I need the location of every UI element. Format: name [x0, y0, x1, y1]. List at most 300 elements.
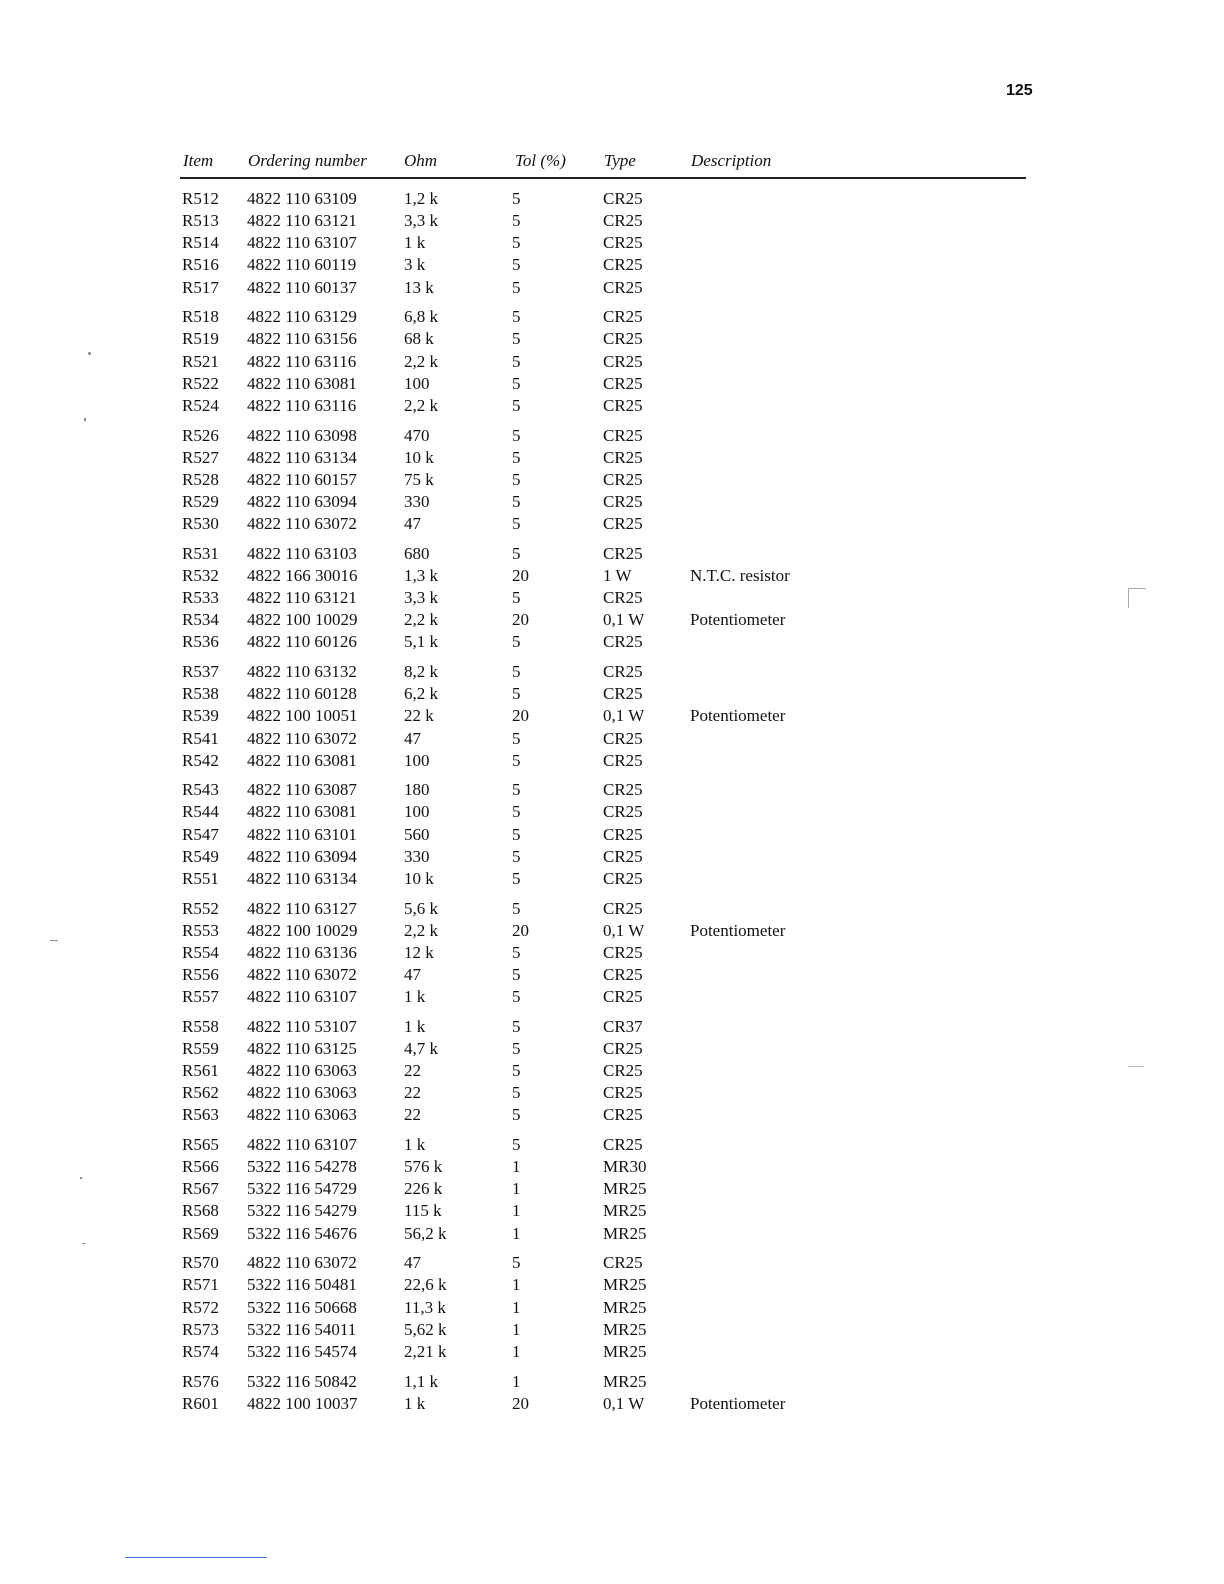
cell-type: CR25 [603, 780, 643, 800]
table-row [0, 824, 1224, 846]
scan-speck [1128, 1066, 1144, 1067]
scan-speck [50, 940, 58, 941]
cell-tol: 20 [512, 565, 529, 585]
cell-item: R536 [182, 632, 219, 652]
cell-ordering-number: 4822 110 63107 [247, 1135, 357, 1154]
cell-item: R559 [182, 1038, 219, 1058]
table-row [0, 1319, 1224, 1341]
table-row [0, 1134, 1224, 1156]
cell-ordering-number: 4822 110 63063 [247, 1061, 357, 1080]
cell-tol: 5 [512, 750, 521, 770]
cell-type: CR25 [603, 898, 643, 918]
cell-tol: 1 [512, 1297, 521, 1317]
table-row [0, 1393, 1224, 1415]
cell-item: R534 [182, 610, 219, 630]
cell-ordering-number: 4822 110 63107 [247, 987, 357, 1007]
cell-ohm: 68 k [404, 329, 434, 349]
cell-ordering-number: 4822 110 63121 [247, 211, 357, 231]
cell-type: CR25 [603, 277, 643, 297]
cell-ohm: 2,2 k [404, 920, 438, 940]
cell-ohm: 47 [404, 1253, 421, 1273]
table-row [0, 1060, 1224, 1082]
cell-item: R519 [182, 329, 219, 349]
table-row [0, 188, 1224, 210]
cell-item: R527 [182, 447, 219, 467]
cell-ordering-number: 4822 110 60137 [247, 277, 357, 297]
cell-tol: 5 [512, 514, 521, 534]
cell-tol: 5 [512, 395, 521, 415]
cell-ohm: 10 k [404, 447, 434, 467]
cell-type: MR25 [603, 1201, 647, 1221]
header-type: Type [604, 151, 636, 170]
cell-type: CR25 [603, 942, 643, 962]
cell-type: CR25 [603, 987, 643, 1007]
cell-type: MR25 [603, 1319, 647, 1339]
cell-item: R566 [182, 1157, 219, 1177]
footer-underline [125, 1557, 267, 1558]
cell-item: R551 [182, 868, 219, 888]
table-row [0, 801, 1224, 823]
cell-item: R571 [182, 1275, 219, 1295]
cell-ordering-number: 4822 110 63072 [247, 728, 357, 748]
cell-type: CR25 [603, 802, 643, 822]
table-row [0, 661, 1224, 683]
cell-tol: 20 [512, 706, 529, 726]
cell-type: CR25 [603, 351, 643, 371]
cell-type: CR25 [603, 1083, 643, 1103]
table-row [0, 1252, 1224, 1274]
cell-ohm: 6,2 k [404, 684, 438, 704]
header-tol: Tol (%) [515, 151, 566, 170]
cell-tol: 5 [512, 543, 521, 563]
table-row [0, 351, 1224, 373]
cell-ohm: 56,2 k [404, 1223, 447, 1243]
cell-item: R572 [182, 1297, 219, 1317]
cell-tol: 5 [512, 588, 521, 607]
header-item: Item [183, 151, 214, 170]
cell-ordering-number: 5322 116 54278 [247, 1157, 357, 1177]
cell-ordering-number: 4822 110 63063 [247, 1083, 357, 1103]
cell-description: Potentiometer [690, 706, 786, 726]
cell-ordering-number: 5322 116 50481 [247, 1275, 357, 1295]
table-row [0, 425, 1224, 447]
cell-type: CR25 [603, 728, 643, 748]
cell-ordering-number: 4822 166 30016 [247, 565, 358, 585]
cell-ohm: 1 k [404, 233, 426, 253]
table-row [0, 395, 1224, 417]
cell-item: R524 [182, 395, 219, 415]
cell-ohm: 22 [404, 1083, 421, 1103]
cell-item: R537 [182, 662, 219, 681]
cell-item: R576 [182, 1371, 219, 1391]
cell-ordering-number: 4822 110 63063 [247, 1105, 357, 1125]
cell-ordering-number: 4822 110 63132 [247, 662, 357, 681]
cell-ohm: 1 k [404, 987, 426, 1007]
cell-type: MR25 [603, 1275, 647, 1295]
cell-item: R547 [182, 824, 219, 844]
cell-item: R562 [182, 1083, 219, 1103]
cell-ordering-number: 5322 116 50668 [247, 1297, 357, 1317]
table-row [0, 942, 1224, 964]
cell-ohm: 3,3 k [404, 211, 438, 231]
cell-tol: 5 [512, 780, 521, 800]
cell-item: R556 [182, 964, 219, 984]
cell-item: R558 [182, 1016, 219, 1036]
cell-ohm: 1,1 k [404, 1371, 438, 1391]
cell-ohm: 47 [404, 728, 421, 748]
cell-type: CR25 [603, 425, 643, 445]
cell-ohm: 3 k [404, 255, 426, 275]
cell-tol: 5 [512, 1016, 521, 1036]
cell-ordering-number: 4822 110 63098 [247, 425, 357, 445]
cell-item: R554 [182, 942, 219, 962]
header-ohm: Ohm [404, 151, 438, 170]
scan-speck [1128, 588, 1146, 589]
cell-item: R563 [182, 1105, 219, 1125]
table-row [0, 277, 1224, 299]
cell-tol: 1 [512, 1179, 521, 1199]
cell-tol: 5 [512, 307, 521, 327]
cell-tol: 20 [512, 610, 529, 630]
table-row [0, 1016, 1224, 1038]
cell-ohm: 5,62 k [404, 1319, 447, 1339]
table-row [0, 565, 1224, 587]
cell-tol: 1 [512, 1319, 521, 1339]
cell-ordering-number: 5322 116 54676 [247, 1223, 357, 1243]
cell-ohm: 47 [404, 964, 421, 984]
table-row [0, 609, 1224, 631]
cell-ohm: 100 [404, 802, 430, 822]
cell-type: CR25 [603, 447, 643, 467]
cell-ohm: 75 k [404, 469, 434, 489]
cell-description: N.T.C. resistor [690, 565, 790, 585]
cell-type: CR25 [603, 233, 643, 253]
cell-ohm: 680 [404, 543, 430, 563]
scan-speck [84, 418, 86, 421]
cell-tol: 5 [512, 491, 521, 511]
cell-tol: 5 [512, 684, 521, 704]
cell-tol: 5 [512, 277, 521, 297]
cell-ordering-number: 4822 100 10051 [247, 706, 358, 726]
cell-item: R561 [182, 1061, 219, 1080]
cell-ohm: 6,8 k [404, 307, 438, 327]
cell-item: R568 [182, 1201, 219, 1221]
cell-type: CR25 [603, 632, 643, 652]
cell-type: CR25 [603, 684, 643, 704]
cell-item: R514 [182, 233, 219, 253]
cell-tol: 5 [512, 728, 521, 748]
cell-type: CR25 [603, 1038, 643, 1058]
cell-type: CR25 [603, 824, 643, 844]
cell-type: MR25 [603, 1297, 647, 1317]
table-row [0, 779, 1224, 801]
page-number: 125 [1006, 82, 1033, 99]
cell-tol: 1 [512, 1341, 521, 1361]
cell-ordering-number: 4822 110 63129 [247, 307, 357, 327]
cell-ordering-number: 5322 116 54011 [247, 1319, 357, 1339]
table-row [0, 1104, 1224, 1126]
cell-tol: 5 [512, 233, 521, 253]
cell-item: R538 [182, 684, 219, 704]
cell-ohm: 5,6 k [404, 898, 438, 918]
table-row [0, 683, 1224, 705]
scan-speck [80, 1177, 82, 1179]
cell-ordering-number: 5322 116 54279 [247, 1201, 357, 1221]
cell-ordering-number: 4822 110 63081 [247, 802, 357, 822]
cell-ohm: 330 [404, 846, 430, 866]
cell-ohm: 180 [404, 780, 430, 800]
cell-ohm: 1,3 k [404, 565, 438, 585]
cell-tol: 5 [512, 1038, 521, 1058]
cell-tol: 20 [512, 1393, 529, 1413]
cell-type: CR25 [603, 662, 643, 681]
table-row [0, 631, 1224, 653]
cell-tol: 1 [512, 1371, 521, 1391]
table-row [0, 469, 1224, 491]
cell-ordering-number: 4822 110 63094 [247, 846, 357, 866]
cell-ordering-number: 4822 110 53107 [247, 1016, 357, 1036]
cell-item: R512 [182, 189, 219, 208]
cell-ordering-number: 4822 110 60126 [247, 632, 357, 652]
cell-ordering-number: 4822 110 60128 [247, 684, 357, 704]
cell-tol: 5 [512, 425, 521, 445]
cell-tol: 5 [512, 1061, 521, 1080]
cell-ordering-number: 4822 110 63081 [247, 750, 357, 770]
cell-ohm: 100 [404, 750, 430, 770]
table-row [0, 964, 1224, 986]
cell-ordering-number: 4822 110 63072 [247, 514, 357, 534]
table-row [0, 306, 1224, 328]
cell-tol: 5 [512, 1135, 521, 1154]
cell-ohm: 4,7 k [404, 1038, 438, 1058]
cell-ordering-number: 4822 110 63101 [247, 824, 357, 844]
cell-tol: 5 [512, 1105, 521, 1125]
cell-item: R543 [182, 780, 219, 800]
cell-description: Potentiometer [690, 920, 786, 940]
table-row [0, 254, 1224, 276]
cell-tol: 1 [512, 1223, 521, 1243]
cell-ohm: 470 [404, 425, 430, 445]
cell-tol: 20 [512, 920, 529, 940]
cell-ohm: 8,2 k [404, 662, 438, 681]
cell-type: 0,1 W [603, 920, 645, 940]
cell-ordering-number: 4822 110 63136 [247, 942, 357, 962]
cell-ohm: 1 k [404, 1393, 426, 1413]
cell-ordering-number: 4822 110 63121 [247, 588, 357, 607]
cell-type: MR25 [603, 1223, 647, 1243]
cell-tol: 5 [512, 942, 521, 962]
cell-item: R533 [182, 588, 219, 607]
cell-tol: 5 [512, 802, 521, 822]
cell-ordering-number: 4822 110 63116 [247, 395, 357, 415]
cell-item: R574 [182, 1341, 219, 1361]
cell-ordering-number: 4822 100 10037 [247, 1393, 358, 1413]
table-row [0, 587, 1224, 609]
table-row [0, 1341, 1224, 1363]
cell-ohm: 47 [404, 514, 421, 534]
cell-tol: 5 [512, 964, 521, 984]
cell-tol: 5 [512, 662, 521, 681]
cell-item: R569 [182, 1223, 219, 1243]
cell-item: R532 [182, 565, 219, 585]
cell-item: R542 [182, 750, 219, 770]
scan-speck [88, 352, 91, 355]
header-description: Description [691, 151, 772, 170]
cell-ohm: 330 [404, 491, 430, 511]
cell-ohm: 560 [404, 824, 430, 844]
table-row [0, 1223, 1224, 1245]
cell-item: R526 [182, 425, 219, 445]
cell-tol: 5 [512, 373, 521, 393]
cell-type: MR25 [603, 1341, 647, 1361]
cell-ordering-number: 4822 110 63127 [247, 898, 357, 918]
cell-type: CR25 [603, 307, 643, 327]
cell-tol: 5 [512, 351, 521, 371]
table-row [0, 1082, 1224, 1104]
cell-tol: 5 [512, 211, 521, 231]
cell-ohm: 5,1 k [404, 632, 438, 652]
cell-type: 1 W [603, 565, 632, 585]
cell-tol: 1 [512, 1201, 521, 1221]
cell-ordering-number: 5322 116 54729 [247, 1179, 357, 1199]
cell-item: R601 [182, 1393, 219, 1413]
table-row [0, 1038, 1224, 1060]
cell-type: CR25 [603, 868, 643, 888]
table-row [0, 1200, 1224, 1222]
cell-ohm: 2,2 k [404, 351, 438, 371]
table-row [0, 232, 1224, 254]
cell-tol: 5 [512, 189, 521, 208]
cell-item: R573 [182, 1319, 219, 1339]
cell-item: R544 [182, 802, 219, 822]
table-row [0, 543, 1224, 565]
cell-ordering-number: 4822 110 63109 [247, 189, 357, 208]
cell-ohm: 3,3 k [404, 588, 438, 607]
cell-type: CR25 [603, 750, 643, 770]
cell-ordering-number: 4822 100 10029 [247, 920, 358, 940]
cell-ordering-number: 4822 110 63134 [247, 868, 357, 888]
table-row [0, 705, 1224, 727]
cell-item: R541 [182, 728, 219, 748]
cell-type: CR25 [603, 846, 643, 866]
cell-ordering-number: 5322 116 54574 [247, 1341, 357, 1361]
cell-type: CR25 [603, 395, 643, 415]
cell-ohm: 2,21 k [404, 1341, 447, 1361]
cell-type: MR25 [603, 1371, 647, 1391]
table-row [0, 1371, 1224, 1393]
table-row [0, 986, 1224, 1008]
table-row [0, 491, 1224, 513]
cell-ordering-number: 4822 110 63134 [247, 447, 357, 467]
cell-tol: 1 [512, 1157, 521, 1177]
table-row [0, 373, 1224, 395]
cell-ordering-number: 4822 110 63072 [247, 1253, 357, 1273]
cell-tol: 5 [512, 846, 521, 866]
cell-type: CR25 [603, 1135, 643, 1154]
cell-type: CR25 [603, 1061, 643, 1080]
cell-ordering-number: 4822 100 10029 [247, 610, 358, 630]
cell-type: MR25 [603, 1179, 647, 1199]
cell-tol: 5 [512, 898, 521, 918]
cell-item: R517 [182, 277, 219, 297]
cell-tol: 5 [512, 447, 521, 467]
cell-item: R530 [182, 514, 219, 534]
cell-tol: 5 [512, 868, 521, 888]
header-ordering-number: Ordering number [248, 151, 367, 170]
cell-ohm: 22,6 k [404, 1275, 447, 1295]
cell-item: R557 [182, 987, 219, 1007]
cell-type: CR25 [603, 373, 643, 393]
cell-ohm: 13 k [404, 277, 434, 297]
cell-ordering-number: 4822 110 60119 [247, 255, 357, 275]
cell-ordering-number: 4822 110 63107 [247, 233, 357, 253]
cell-ohm: 1 k [404, 1135, 426, 1154]
cell-type: CR37 [603, 1016, 643, 1036]
cell-item: R553 [182, 920, 219, 940]
cell-ohm: 226 k [404, 1179, 443, 1199]
table-row [0, 447, 1224, 469]
cell-ordering-number: 4822 110 63103 [247, 543, 357, 563]
cell-type: CR25 [603, 543, 643, 563]
cell-ohm: 11,3 k [404, 1297, 446, 1317]
cell-type: 0,1 W [603, 610, 645, 630]
cell-tol: 5 [512, 1253, 521, 1273]
cell-ohm: 1,2 k [404, 189, 438, 208]
cell-ordering-number: 4822 110 63081 [247, 373, 357, 393]
cell-ordering-number: 4822 110 63072 [247, 964, 357, 984]
cell-item: R570 [182, 1253, 219, 1273]
cell-ohm: 2,2 k [404, 610, 438, 630]
table-row [0, 750, 1224, 772]
cell-item: R565 [182, 1135, 219, 1154]
cell-item: R521 [182, 351, 219, 371]
cell-item: R516 [182, 255, 219, 275]
cell-ohm: 22 [404, 1061, 421, 1080]
table-row [0, 920, 1224, 942]
table-row [0, 328, 1224, 350]
table-row [0, 1156, 1224, 1178]
cell-type: 0,1 W [603, 1393, 645, 1413]
cell-item: R529 [182, 491, 219, 511]
cell-ohm: 22 k [404, 706, 434, 726]
table-row [0, 728, 1224, 750]
cell-ordering-number: 4822 110 63156 [247, 329, 357, 349]
cell-ohm: 10 k [404, 868, 434, 888]
cell-tol: 1 [512, 1275, 521, 1295]
cell-ordering-number: 4822 110 60157 [247, 469, 357, 489]
cell-ohm: 12 k [404, 942, 434, 962]
cell-item: R518 [182, 307, 219, 327]
cell-tol: 5 [512, 824, 521, 844]
cell-item: R552 [182, 898, 219, 918]
cell-type: CR25 [603, 588, 643, 607]
cell-type: MR30 [603, 1157, 647, 1177]
cell-type: CR25 [603, 964, 643, 984]
cell-ohm: 1 k [404, 1016, 426, 1036]
cell-type: CR25 [603, 1105, 643, 1125]
cell-ordering-number: 4822 110 63094 [247, 491, 357, 511]
cell-ordering-number: 4822 110 63116 [247, 351, 357, 371]
table-row [0, 846, 1224, 868]
cell-type: CR25 [603, 211, 643, 231]
table-row [0, 898, 1224, 920]
cell-tol: 5 [512, 469, 521, 489]
cell-type: CR25 [603, 491, 643, 511]
cell-type: CR25 [603, 514, 643, 534]
cell-ohm: 100 [404, 373, 430, 393]
cell-type: CR25 [603, 469, 643, 489]
scan-speck [1128, 588, 1129, 608]
